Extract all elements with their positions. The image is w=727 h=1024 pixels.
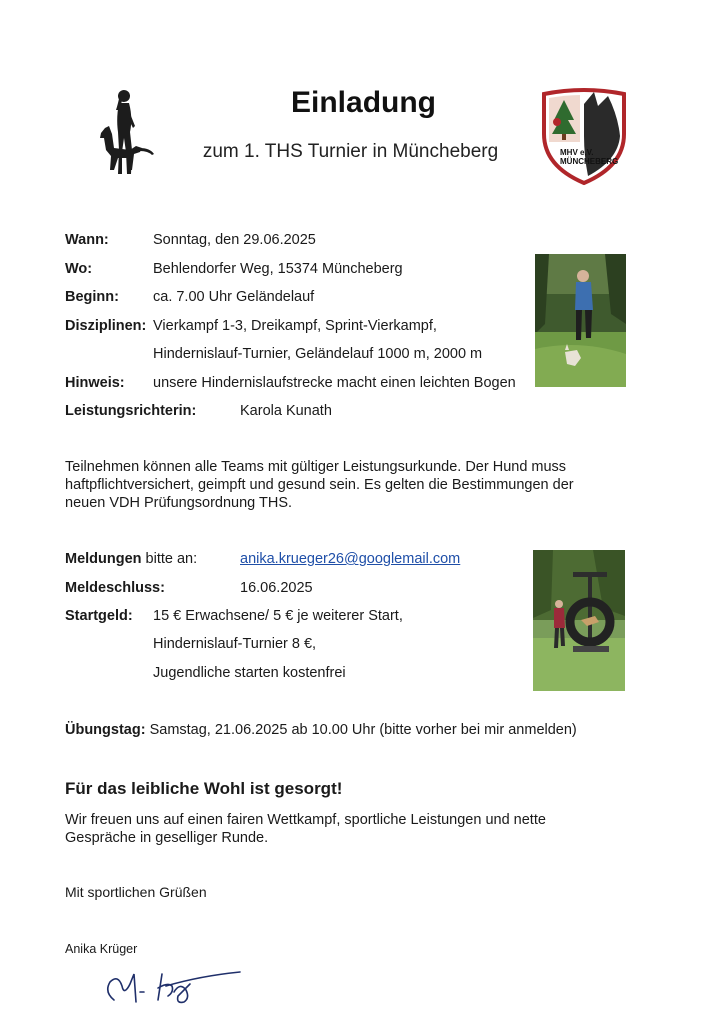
detail-wann	[65, 232, 109, 248]
detail-value: Vierkampf 1-3, Dreikampf, Sprint-Vierkampf,	[153, 318, 437, 334]
signer-name: Anika Krüger	[65, 942, 138, 956]
club-logo	[540, 86, 628, 186]
logo-text: MHV e.V. MÜNCHEBERG	[560, 148, 619, 166]
photo-runner-with-dog	[535, 254, 626, 387]
page-title: Einladung	[291, 86, 436, 119]
info-line: Teilnehmen können alle Teams mit gültiger Leistungsurkunde. Der Hund muss	[65, 459, 567, 475]
meldeschluss-value: 16.06.2025	[240, 580, 313, 596]
detail-value: Hindernislauf-Turnier, Geländelauf 1000 m, 2000 m	[153, 346, 483, 362]
shield-icon	[540, 86, 628, 186]
meldungen-row	[65, 551, 197, 567]
detail-value: Sonntag, den 29.06.2025	[153, 232, 316, 248]
uebungstag-label: Übungstag:	[65, 722, 146, 738]
uebungstag-row	[65, 722, 577, 738]
detail-value: unsere Hindernislaufstrecke macht einen leichten Bogen	[153, 375, 516, 391]
closing-heading: Für das leibliche Wohl ist gesorgt!	[65, 779, 343, 798]
detail-label: Leistungsrichterin:	[65, 403, 197, 419]
detail-label: Wo:	[65, 261, 93, 277]
detail-label: Hinweis:	[65, 375, 125, 391]
detail-value: Behlendorfer Weg, 15374 Müncheberg	[153, 261, 403, 277]
photo-dog-tyre-jump	[533, 550, 625, 691]
detail-label: Beginn:	[65, 289, 119, 305]
startgeld-value: 15 € Erwachsene/ 5 € je weiterer Start,	[153, 608, 403, 624]
meldungen-label: Meldungen	[65, 551, 142, 567]
detail-label: Disziplinen:	[65, 318, 147, 334]
detail-value: Karola Kunath	[240, 403, 332, 419]
startgeld-value: Jugendliche starten kostenfrei	[153, 665, 346, 681]
uebungstag-value: Samstag, 21.06.2025 ab 10.00 Uhr (bitte vorher bei mir anmelden)	[149, 722, 577, 738]
page-subtitle: zum 1. THS Turnier in Müncheberg	[202, 141, 499, 162]
closing-line: Wir freuen uns auf einen fairen Wettkampf, sportliche Leistungen und nette	[65, 812, 546, 828]
meldeschluss-label: Meldeschluss:	[65, 580, 165, 596]
info-line: neuen VDH Prüfungsordnung THS.	[65, 495, 293, 511]
signature-icon	[100, 962, 245, 1012]
detail-label: Wann:	[65, 232, 109, 248]
closing-line: Gespräche in geselliger Runde.	[65, 830, 269, 846]
startgeld-value: Hindernislauf-Turnier 8 €,	[153, 636, 317, 652]
info-line: haftpflichtversichert, geimpft und gesund sein. Es gelten die Bestimmungen der	[65, 477, 574, 493]
email-link[interactable]: anika.krueger26@googlemail.com	[240, 551, 461, 567]
closing-greeting: Mit sportlichen Grüßen	[65, 884, 207, 900]
detail-value: ca. 7.00 Uhr Geländelauf	[153, 289, 315, 305]
closing-paragraph	[65, 811, 625, 847]
info-paragraph	[65, 458, 625, 512]
meldungen-suffix: bitte an:	[141, 551, 198, 567]
startgeld-label: Startgeld:	[65, 608, 133, 624]
